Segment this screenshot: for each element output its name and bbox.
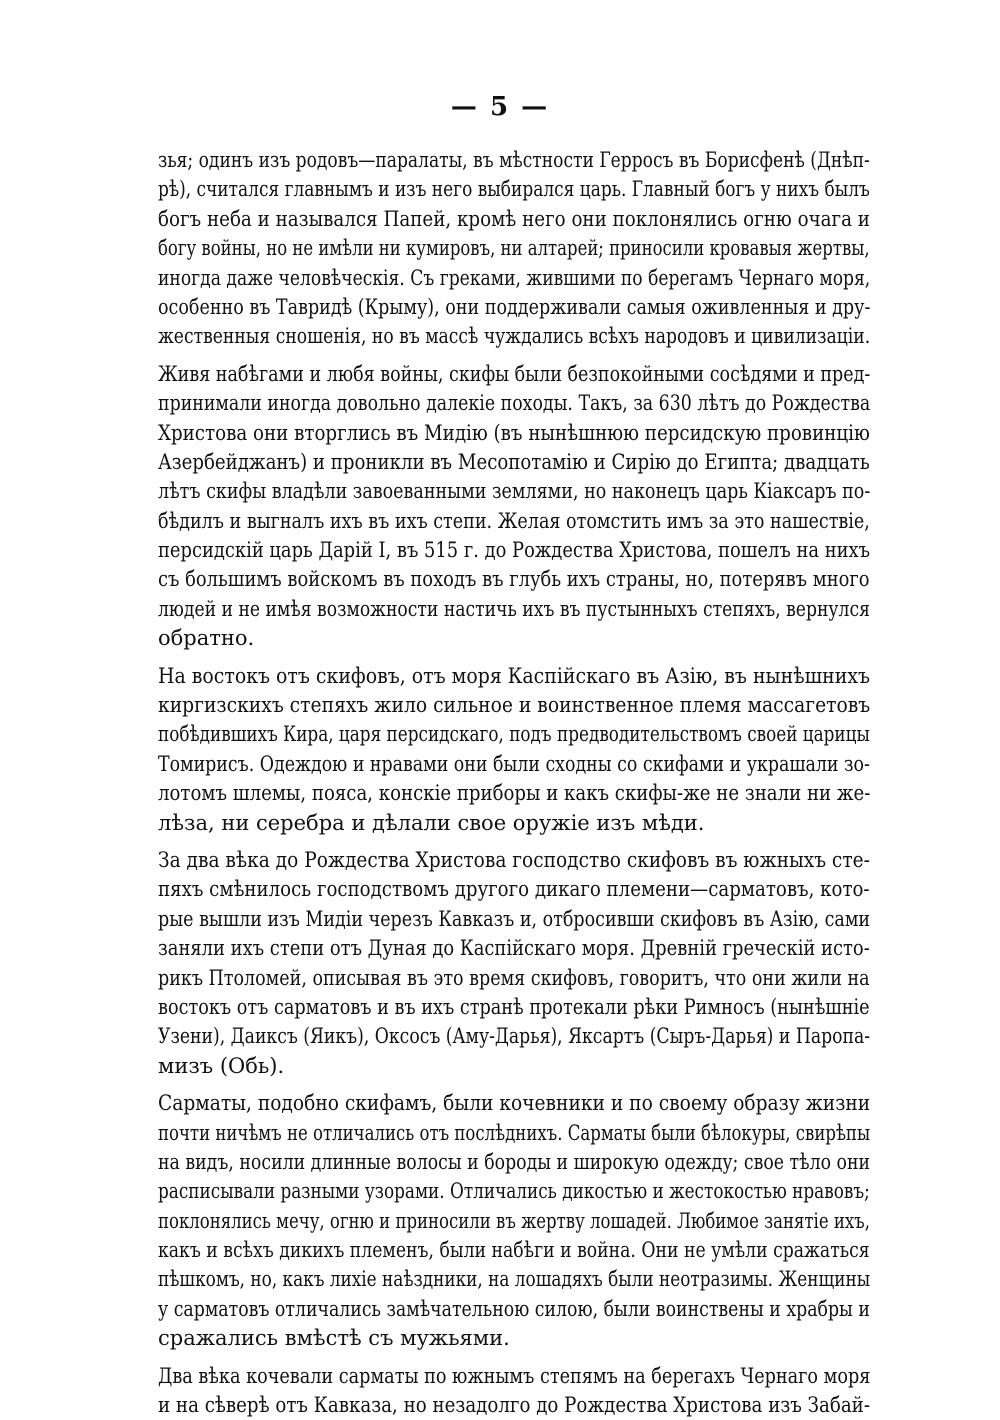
text-line: иногда даже человѣческія. Съ греками, жившими по берегамъ Чернаго моря,: [158, 265, 871, 290]
text-line: съ большимъ войскомъ въ походъ въ глубь ихъ страны, но, потерявъ много: [158, 567, 870, 592]
text-line: Два вѣка кочевали сарматы по южнымъ степямъ на берегахъ Чернаго моря: [158, 1363, 871, 1388]
text-line: какъ и всѣхъ дикихъ племенъ, были набѣги и война. Они не умѣли сражаться: [158, 1238, 870, 1263]
text-line: Томирисъ. Одеждою и нравами они были сходны со скифами и украшали зо-: [158, 751, 870, 776]
text-line: рые вышли изъ Мидіи черезъ Кавказъ и, отбросивши скифовъ въ Азію, сами: [158, 906, 871, 931]
text-line: востокъ отъ сарматовъ и въ ихъ странѣ протекали рѣки Римносъ (нынѣшніе: [158, 994, 870, 1019]
text-line: мизъ (Обь).: [158, 1053, 285, 1078]
text-line: Живя набѣгами и любя войны, скифы были безпокойными сосѣдями и пред-: [158, 361, 871, 386]
paragraph: [158, 1362, 870, 1420]
paragraph: [158, 146, 870, 352]
text-line: лѣтъ скифы владѣли завоеванными землями, но наконецъ царь Кіаксаръ по-: [158, 479, 871, 504]
text-line: поклонялись мечу, огню и приносили въ жертву лошадей. Любимое занятіе ихъ,: [158, 1208, 870, 1233]
text-line: богу войны, но не имѣли ни кумировъ, ни алтарей; приносили кровавыя жертвы,: [158, 236, 870, 261]
text-line: Сарматы, подобно скифамъ, были кочевники и по своему образу жизни: [158, 1091, 871, 1116]
paragraph: [158, 1089, 870, 1354]
text-line: жественныя сношенія, но въ массѣ чуждались всѣхъ народовъ и цивилизаціи.: [158, 324, 871, 349]
text-line: расписывали разными узорами. Отличались дикостью и жестокостью нравовъ;: [158, 1179, 870, 1204]
text-line: пяхъ смѣнилось господствомъ другого дикаго племени—сарматовъ, кото-: [158, 877, 870, 902]
text-line: сражались вмѣстѣ съ мужьями.: [158, 1326, 510, 1351]
text-line: обратно.: [158, 626, 255, 651]
text-line: лотомъ шлемы, пояса, конскіе приборы и какъ скифы-же не знали ни же-: [158, 781, 871, 806]
body-text: [158, 146, 870, 1420]
text-line: киргизскихъ степяхъ жило сильное и воинственное племя массагетовъ: [158, 693, 871, 718]
text-line: лѣза, ни серебра и дѣлали свое оружіе изъ мѣди.: [158, 810, 705, 835]
text-line: зья; одинъ изъ родовъ—паралаты, въ мѣстности Герросъ въ Борисфенѣ (Днѣп-: [158, 148, 870, 172]
paragraph: [158, 846, 870, 1081]
text-line: бѣдилъ и выгналъ ихъ въ ихъ степи. Желая отомстить имъ за это нашествіе,: [158, 508, 870, 533]
text-line: Христова они вторглись въ Мидію (въ нынѣшнюю персидскую провинцію: [158, 420, 870, 445]
text-line: персидскій царь Дарій I, въ 515 г. до Рождества Христова, пошелъ на нихъ: [158, 538, 871, 563]
text-line: на видъ, носили длинные волосы и бороды и широкую одежду; свое тѣло они: [158, 1149, 871, 1174]
text-line: и на сѣверѣ отъ Кавказа, но незадолго до Рождества Христова изъ Забай-: [158, 1393, 870, 1418]
page-number: — 5 —: [450, 92, 550, 122]
text-line: рикъ Птоломей, описывая въ это время скифовъ, говоритъ, что они жили на: [158, 965, 870, 990]
text-line: Азербейджанъ) и проникли въ Месопотамію и Сирію до Египта; двадцать: [158, 449, 870, 474]
text-line: особенно въ Тавридѣ (Крыму), они поддерживали самыя оживленныя и дру-: [158, 294, 871, 319]
text-line: заняли ихъ степи отъ Дуная до Каспійскаго моря. Древній греческій исто-: [158, 936, 870, 961]
paragraph: [158, 662, 870, 838]
text-line: пѣшкомъ, но, какъ лихіе наѣздники, на лошадяхъ были неотразимы. Женщины: [158, 1267, 871, 1292]
text-line: За два вѣка до Рождества Христова господство скифовъ въ южныхъ сте-: [158, 847, 870, 872]
text-line: побѣдившихъ Кира, царя персидскаго, подъ предводительствомъ своей царицы: [158, 722, 870, 747]
text-line: богъ неба и назывался Папей, кромѣ него они поклонялись огню очага и: [158, 206, 870, 231]
text-line: людей и не имѣя возможности настичь ихъ въ пустынныхъ степяхъ, вернулся: [158, 596, 870, 621]
text-line: рѣ), считался главнымъ и изъ него выбирался царь. Главный богъ у нихъ былъ: [158, 177, 870, 202]
paragraph: [158, 360, 870, 654]
text-line: у сарматовъ отличались замѣчательною силою, были воинствены и храбры и: [158, 1296, 870, 1321]
text-line: Узени), Даиксъ (Яикъ), Оксосъ (Аму-Дарья), Яксартъ (Сыръ-Дарья) и Паропа-: [158, 1024, 871, 1049]
text-line: На востокъ отъ скифовъ, отъ моря Каспійскаго въ Азію, въ нынѣшнихъ: [158, 663, 871, 688]
text-line: почти ничѣмъ не отличались отъ послѣднихъ. Сарматы были бѣлокуры, свирѣпы: [158, 1120, 871, 1145]
text-line: принимали иногда довольно далекіе походы. Такъ, за 630 лѣтъ до Рождества: [158, 391, 871, 416]
